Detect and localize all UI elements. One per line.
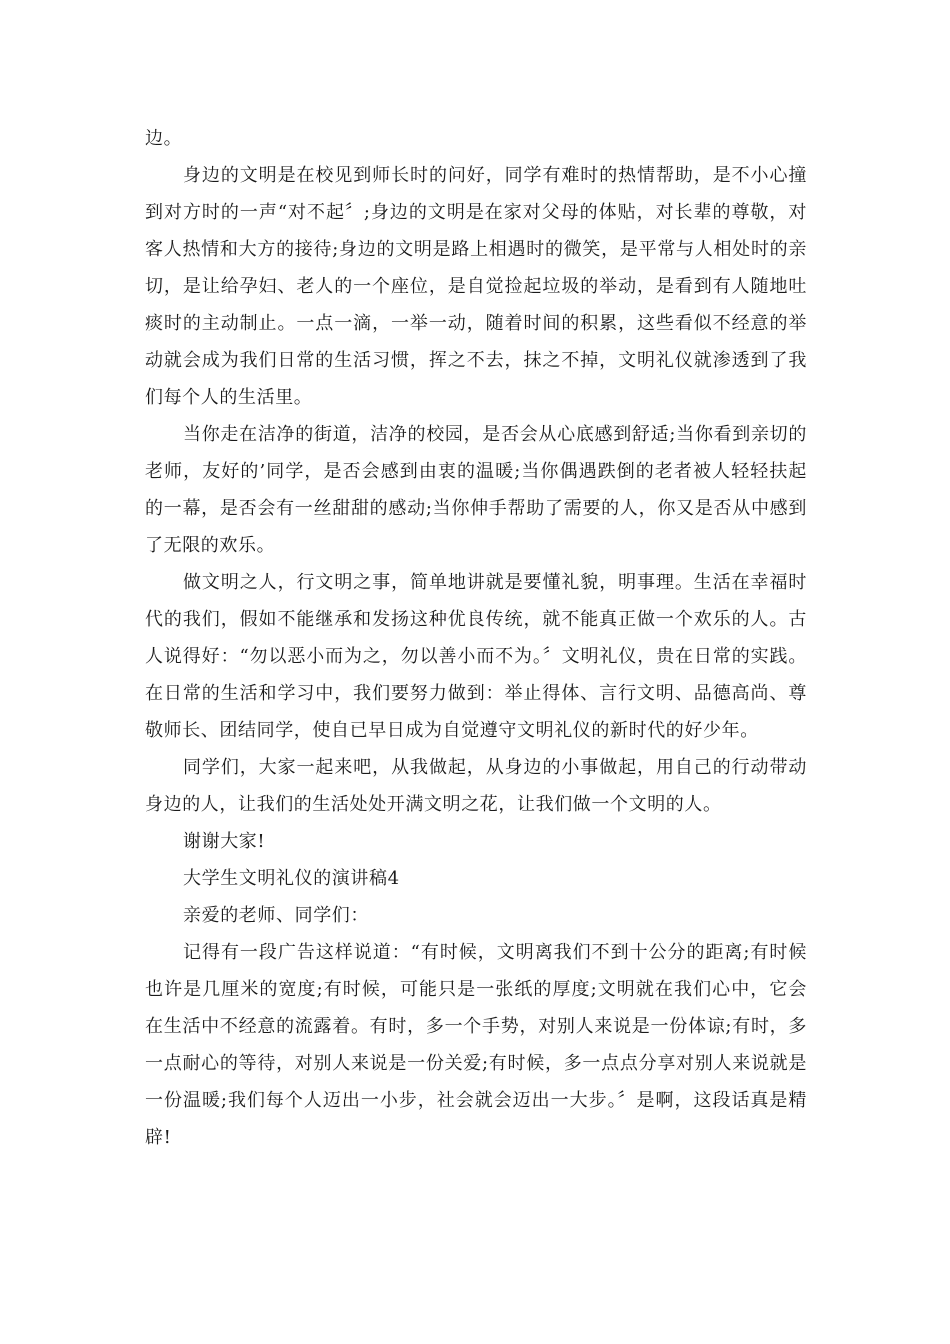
paragraph-fragment-end: 边。 xyxy=(145,128,183,149)
paragraph-salutation: 亲爱的老师、同学们： xyxy=(183,905,369,926)
paragraph-advertisement-quote: 记得有一段广告这样说道：“有时候，文明离我们不到十公分的距离;有时候也许是几厘米的宽度;有时候，可能只是一张纸的厚度;文明就在我们心中，它会在生活中不经意的流露着。有时，多一个手势，对别人来说是一份体谅;有时，多一点耐心的等待，对别人来说是一份关爱;有时候，多一点点分享对别人来说就是一份温暖;我们每个人迈出一小步，社会就会迈出一大步。〞是啊，这段话真是精辟! xyxy=(145,942,807,1148)
paragraph-thanks: 谢谢大家! xyxy=(183,831,266,852)
paragraph-civility-around-us: 身边的文明是在校见到师长时的问好，同学有难时的热情帮助，是不小心撞到对方时的一声“对不起〞;身边的文明是在家对父母的体贴，对长辈的尊敬，对客人热情和大方的接待;身边的文明是路上相遇时的微笑，是平常与人相处时的亲切，是让给孕妇、老人的一个座位，是自觉捡起垃圾的举动，是看到有人随地吐痰时的主动制止。一点一滴，一举一动，随着时间的积累，这些看似不经意的举动就会成为我们日常的生活习惯，挥之不去，抹之不掉，文明礼仪就渗透到了我们每个人的生活里。 xyxy=(145,165,807,408)
paragraph-call-to-action: 同学们，大家一起来吧，从我做起，从身边的小事做起，用自己的行动带动身边的人，让我们的生活处处开满文明之花，让我们做一个文明的人。 xyxy=(145,757,807,815)
document-page xyxy=(145,120,807,1156)
section-heading: 大学生文明礼仪的演讲稿4 xyxy=(183,868,400,889)
paragraph-be-civil-person: 做文明之人，行文明之事，简单地讲就是要懂礼貌，明事理。生活在幸福时代的我们，假如不能继承和发扬这种优良传统，就不能真正做一个欢乐的人。古人说得好：“勿以恶小而为之，勿以善小而不为。〞文明礼仪，贵在日常的实践。在日常的生活和学习中，我们要努力做到：举止得体、言行文明、品德高尚、尊敬师长、团结同学，使自已早日成为自觉遵守文明礼仪的新时代的好少年。 xyxy=(145,572,807,741)
paragraph-clean-streets: 当你走在洁净的街道，洁净的校园，是否会从心底感到舒适;当你看到亲切的老师，友好的’同学，是否会感到由衷的温暖;当你偶遇跌倒的老者被人轻轻扶起的一幕，是否会有一丝甜甜的感动;当你伸手帮助了需要的人，你又是否从中感到了无限的欢乐。 xyxy=(145,424,807,556)
